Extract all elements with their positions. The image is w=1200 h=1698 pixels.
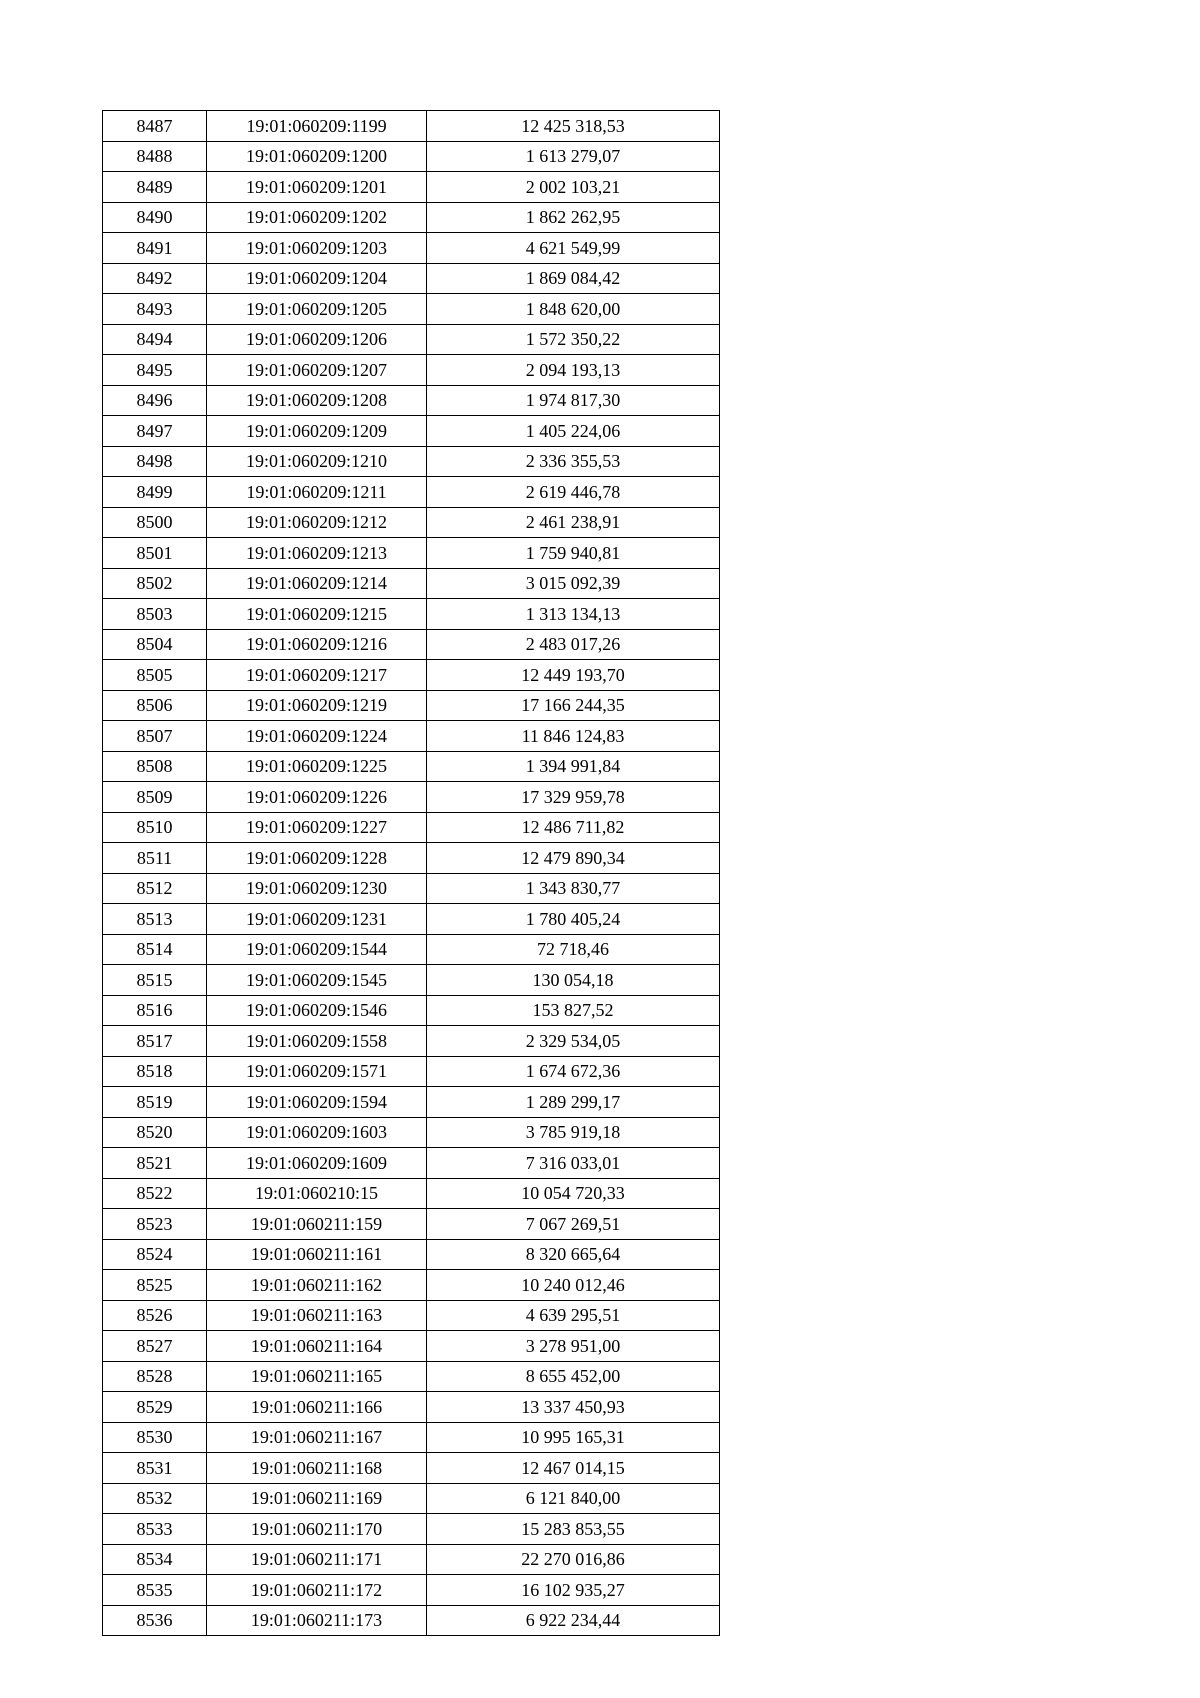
table-row [103,751,720,782]
table-row [103,629,720,660]
row-number-cell: 8512 [103,873,207,904]
row-number-cell: 8494 [103,324,207,355]
row-number-cell: 8489 [103,172,207,203]
cadastral-value-cell: 3 785 919,18 [427,1117,720,1148]
table-row [103,568,720,599]
table-row [103,507,720,538]
cadastral-value-cell: 1 572 350,22 [427,324,720,355]
cadastral-value-cell: 1 780 405,24 [427,904,720,935]
table-row [103,1361,720,1392]
cadastral-number-cell: 19:01:060209:1609 [207,1148,427,1179]
cadastral-number-cell: 19:01:060211:163 [207,1300,427,1331]
row-number-cell: 8519 [103,1087,207,1118]
cadastral-number-cell: 19:01:060209:1205 [207,294,427,325]
table-row [103,141,720,172]
row-number-cell: 8499 [103,477,207,508]
cadastral-value-cell: 2 329 534,05 [427,1026,720,1057]
row-number-cell: 8524 [103,1239,207,1270]
cadastral-number-cell: 19:01:060209:1215 [207,599,427,630]
cadastral-number-cell: 19:01:060211:166 [207,1392,427,1423]
cadastral-value-cell: 1 862 262,95 [427,202,720,233]
cadastral-number-cell: 19:01:060209:1603 [207,1117,427,1148]
cadastral-number-cell: 19:01:060211:162 [207,1270,427,1301]
cadastral-value-cell: 4 639 295,51 [427,1300,720,1331]
cadastral-number-cell: 19:01:060211:172 [207,1575,427,1606]
row-number-cell: 8532 [103,1483,207,1514]
cadastral-number-cell: 19:01:060209:1544 [207,934,427,965]
row-number-cell: 8488 [103,141,207,172]
cadastral-value-cell: 12 479 890,34 [427,843,720,874]
cadastral-value-cell: 12 449 193,70 [427,660,720,691]
table-row [103,1209,720,1240]
row-number-cell: 8531 [103,1453,207,1484]
table-row [103,1575,720,1606]
row-number-cell: 8529 [103,1392,207,1423]
cadastral-value-cell: 1 343 830,77 [427,873,720,904]
row-number-cell: 8526 [103,1300,207,1331]
table-row [103,873,720,904]
cadastral-value-cell: 153 827,52 [427,995,720,1026]
cadastral-number-cell: 19:01:060209:1213 [207,538,427,569]
cadastral-value-cell: 4 621 549,99 [427,233,720,264]
cadastral-value-cell: 1 759 940,81 [427,538,720,569]
cadastral-value-cell: 10 240 012,46 [427,1270,720,1301]
row-number-cell: 8496 [103,385,207,416]
cadastral-value-cell: 7 067 269,51 [427,1209,720,1240]
table-row [103,721,720,752]
table-row [103,233,720,264]
table-row [103,538,720,569]
cadastral-value-cell: 2 002 103,21 [427,172,720,203]
cadastral-number-cell: 19:01:060211:171 [207,1544,427,1575]
row-number-cell: 8516 [103,995,207,1026]
row-number-cell: 8517 [103,1026,207,1057]
row-number-cell: 8530 [103,1422,207,1453]
cadastral-value-cell: 8 320 665,64 [427,1239,720,1270]
cadastral-value-cell: 1 613 279,07 [427,141,720,172]
cadastral-number-cell: 19:01:060209:1216 [207,629,427,660]
cadastral-value-cell: 6 121 840,00 [427,1483,720,1514]
cadastral-number-cell: 19:01:060209:1594 [207,1087,427,1118]
cadastral-number-cell: 19:01:060209:1224 [207,721,427,752]
cadastral-value-cell: 17 329 959,78 [427,782,720,813]
cadastral-value-cell: 2 336 355,53 [427,446,720,477]
table-row [103,1117,720,1148]
row-number-cell: 8505 [103,660,207,691]
table-row [103,446,720,477]
cadastral-number-cell: 19:01:060209:1207 [207,355,427,386]
table-row [103,172,720,203]
table-row [103,1544,720,1575]
table-row [103,1178,720,1209]
cadastral-value-cell: 2 094 193,13 [427,355,720,386]
cadastral-number-cell: 19:01:060211:161 [207,1239,427,1270]
row-number-cell: 8492 [103,263,207,294]
row-number-cell: 8522 [103,1178,207,1209]
row-number-cell: 8533 [103,1514,207,1545]
row-number-cell: 8490 [103,202,207,233]
table-row [103,1270,720,1301]
row-number-cell: 8511 [103,843,207,874]
cadastral-number-cell: 19:01:060209:1558 [207,1026,427,1057]
table-row [103,385,720,416]
row-number-cell: 8525 [103,1270,207,1301]
row-number-cell: 8509 [103,782,207,813]
table-row [103,416,720,447]
row-number-cell: 8523 [103,1209,207,1240]
cadastral-number-cell: 19:01:060211:168 [207,1453,427,1484]
cadastral-number-cell: 19:01:060211:164 [207,1331,427,1362]
cadastral-value-cell: 12 425 318,53 [427,111,720,142]
row-number-cell: 8506 [103,690,207,721]
table-row [103,812,720,843]
cadastral-value-table [102,110,720,1636]
cadastral-value-cell: 2 483 017,26 [427,629,720,660]
cadastral-value-cell: 3 015 092,39 [427,568,720,599]
cadastral-number-cell: 19:01:060209:1231 [207,904,427,935]
cadastral-number-cell: 19:01:060209:1208 [207,385,427,416]
cadastral-number-cell: 19:01:060209:1230 [207,873,427,904]
cadastral-value-cell: 1 674 672,36 [427,1056,720,1087]
row-number-cell: 8528 [103,1361,207,1392]
table-row [103,1148,720,1179]
cadastral-value-cell: 11 846 124,83 [427,721,720,752]
cadastral-value-cell: 12 486 711,82 [427,812,720,843]
cadastral-number-cell: 19:01:060209:1212 [207,507,427,538]
cadastral-number-cell: 19:01:060209:1206 [207,324,427,355]
cadastral-number-cell: 19:01:060210:15 [207,1178,427,1209]
row-number-cell: 8491 [103,233,207,264]
row-number-cell: 8508 [103,751,207,782]
table-row [103,995,720,1026]
cadastral-number-cell: 19:01:060209:1204 [207,263,427,294]
cadastral-value-cell: 1 289 299,17 [427,1087,720,1118]
cadastral-value-cell: 72 718,46 [427,934,720,965]
table-body [103,111,720,1636]
table-row [103,660,720,691]
cadastral-number-cell: 19:01:060211:169 [207,1483,427,1514]
cadastral-value-cell: 7 316 033,01 [427,1148,720,1179]
row-number-cell: 8501 [103,538,207,569]
row-number-cell: 8518 [103,1056,207,1087]
cadastral-value-cell: 3 278 951,00 [427,1331,720,1362]
cadastral-value-cell: 1 313 134,13 [427,599,720,630]
cadastral-value-cell: 8 655 452,00 [427,1361,720,1392]
cadastral-number-cell: 19:01:060209:1227 [207,812,427,843]
cadastral-value-cell: 13 337 450,93 [427,1392,720,1423]
table-row [103,690,720,721]
table-row [103,782,720,813]
cadastral-number-cell: 19:01:060209:1199 [207,111,427,142]
cadastral-number-cell: 19:01:060211:159 [207,1209,427,1240]
cadastral-number-cell: 19:01:060211:167 [207,1422,427,1453]
cadastral-number-cell: 19:01:060209:1214 [207,568,427,599]
row-number-cell: 8536 [103,1605,207,1636]
cadastral-number-cell: 19:01:060211:165 [207,1361,427,1392]
cadastral-value-cell: 1 848 620,00 [427,294,720,325]
row-number-cell: 8521 [103,1148,207,1179]
table-row [103,1087,720,1118]
cadastral-number-cell: 19:01:060209:1200 [207,141,427,172]
row-number-cell: 8504 [103,629,207,660]
cadastral-value-cell: 12 467 014,15 [427,1453,720,1484]
cadastral-value-cell: 15 283 853,55 [427,1514,720,1545]
row-number-cell: 8507 [103,721,207,752]
table-row [103,355,720,386]
cadastral-number-cell: 19:01:060211:173 [207,1605,427,1636]
cadastral-number-cell: 19:01:060209:1211 [207,477,427,508]
table-row [103,904,720,935]
table-row [103,111,720,142]
table-row [103,1026,720,1057]
row-number-cell: 8527 [103,1331,207,1362]
cadastral-value-cell: 2 619 446,78 [427,477,720,508]
cadastral-number-cell: 19:01:060209:1225 [207,751,427,782]
row-number-cell: 8510 [103,812,207,843]
table-row [103,1483,720,1514]
table-row [103,324,720,355]
cadastral-value-cell: 10 995 165,31 [427,1422,720,1453]
cadastral-value-cell: 1 974 817,30 [427,385,720,416]
cadastral-number-cell: 19:01:060209:1219 [207,690,427,721]
row-number-cell: 8535 [103,1575,207,1606]
cadastral-value-cell: 17 166 244,35 [427,690,720,721]
cadastral-number-cell: 19:01:060209:1546 [207,995,427,1026]
cadastral-number-cell: 19:01:060209:1217 [207,660,427,691]
row-number-cell: 8487 [103,111,207,142]
table-row [103,477,720,508]
table-row [103,1239,720,1270]
table-row [103,1453,720,1484]
row-number-cell: 8514 [103,934,207,965]
row-number-cell: 8502 [103,568,207,599]
cadastral-number-cell: 19:01:060209:1203 [207,233,427,264]
table-row [103,1300,720,1331]
table-row [103,599,720,630]
cadastral-value-cell: 1 394 991,84 [427,751,720,782]
cadastral-value-cell: 6 922 234,44 [427,1605,720,1636]
cadastral-number-cell: 19:01:060209:1226 [207,782,427,813]
cadastral-value-cell: 130 054,18 [427,965,720,996]
table-row [103,263,720,294]
cadastral-number-cell: 19:01:060211:170 [207,1514,427,1545]
table-row [103,1605,720,1636]
cadastral-number-cell: 19:01:060209:1210 [207,446,427,477]
row-number-cell: 8497 [103,416,207,447]
table-row [103,1056,720,1087]
cadastral-value-cell: 16 102 935,27 [427,1575,720,1606]
cadastral-number-cell: 19:01:060209:1228 [207,843,427,874]
row-number-cell: 8503 [103,599,207,630]
row-number-cell: 8495 [103,355,207,386]
table-row [103,1422,720,1453]
row-number-cell: 8500 [103,507,207,538]
cadastral-value-cell: 1 869 084,42 [427,263,720,294]
table-row [103,965,720,996]
cadastral-value-cell: 2 461 238,91 [427,507,720,538]
cadastral-number-cell: 19:01:060209:1201 [207,172,427,203]
table-row [103,1392,720,1423]
cadastral-value-cell: 22 270 016,86 [427,1544,720,1575]
cadastral-value-cell: 10 054 720,33 [427,1178,720,1209]
cadastral-number-cell: 19:01:060209:1209 [207,416,427,447]
row-number-cell: 8534 [103,1544,207,1575]
table-row [103,294,720,325]
row-number-cell: 8515 [103,965,207,996]
table-row [103,1331,720,1362]
table-row [103,843,720,874]
row-number-cell: 8513 [103,904,207,935]
cadastral-number-cell: 19:01:060209:1545 [207,965,427,996]
cadastral-number-cell: 19:01:060209:1571 [207,1056,427,1087]
table-row [103,934,720,965]
cadastral-number-cell: 19:01:060209:1202 [207,202,427,233]
row-number-cell: 8493 [103,294,207,325]
cadastral-value-cell: 1 405 224,06 [427,416,720,447]
table-row [103,1514,720,1545]
row-number-cell: 8498 [103,446,207,477]
row-number-cell: 8520 [103,1117,207,1148]
table-row [103,202,720,233]
